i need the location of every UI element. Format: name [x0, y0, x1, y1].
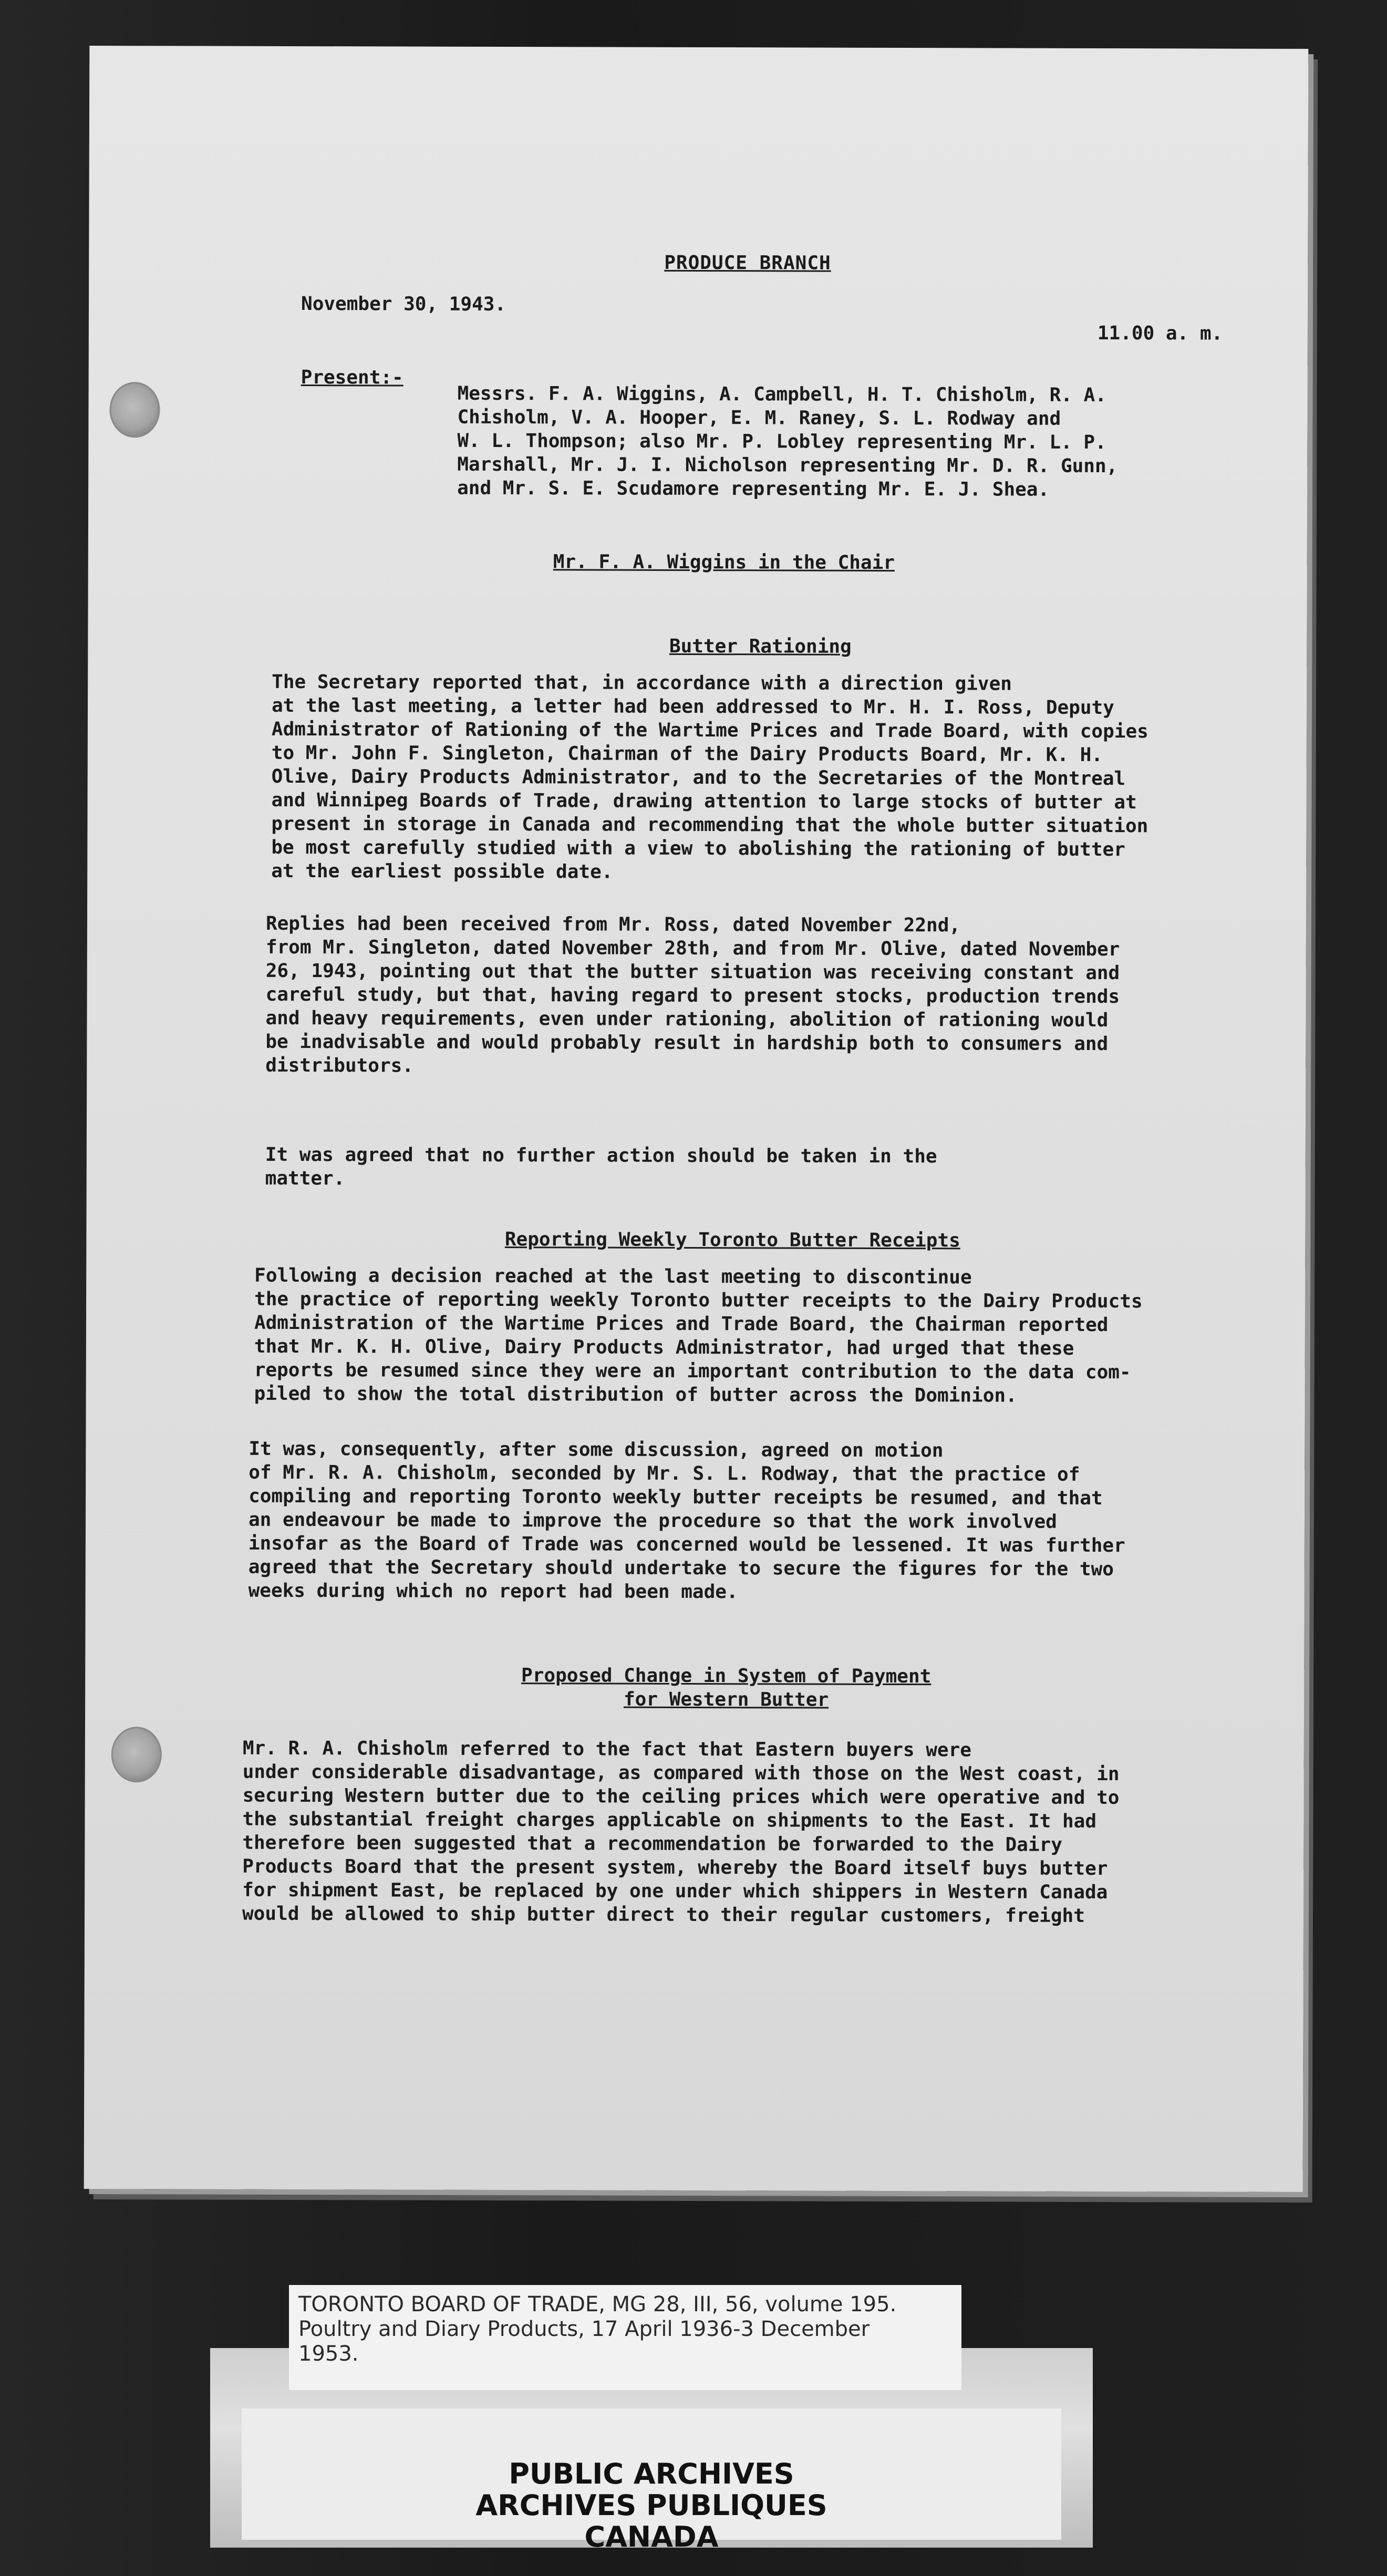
section-heading-weekly-receipts: Reporting Weekly Toronto Butter Receipts	[504, 1229, 960, 1252]
attendee-list: Messrs. F. A. Wiggins, A. Campbell, H. T. Chisholm, R. A. Chisholm, V. A. Hooper, E. M. Raney, S. L. Rodway and W. L. Thompson; also Mr. P. Lobley representing Mr. L. P. Marshall, Mr. J. I. Nicholson representing Mr. D. R. Gunn, and Mr. S. E. Scudamore representing Mr. E. J. Shea.	[457, 382, 1118, 501]
punch-hole-bottom	[111, 1727, 162, 1782]
meeting-date: November 30, 1943.	[301, 293, 506, 316]
archive-stamp-line-3: CANADA	[584, 2520, 719, 2553]
chair-line: Mr. F. A. Wiggins in the Chair	[553, 551, 895, 574]
archive-stamp	[210, 2458, 1093, 2553]
paragraph-western-butter: Mr. R. A. Chisholm referred to the fact that Eastern buyers were under considerable disadvantage, as compared with those on the West coast, in securing Western butter due to the ceiling prices which were operative and to the substantial freight charges applicable on shipments to the East. It had therefore been suggested that a recommendation be forwarded to the Dairy Products Board that the present system, whereby the Board itself buys butter for shipment East, be replaced by one under which shippers in Western Canada would be allowed to ship butter direct to their regular customers, freight	[242, 1737, 1120, 1927]
paragraph-rationing-letter: The Secretary reported that, in accordance with a direction given at the last meeting, a letter had been addressed to Mr. H. I. Ross, Deputy Administrator of Rationing of the Wartime Prices and Trade Board, with copies to Mr. John F. Singleton, Chairman of the Dairy Products Board, Mr. K. H. Olive, Dairy Products Administrator, and to the Secretaries of the Montreal and Winnipeg Boards of Trade, drawing attention to large stocks of butter at present in storage in Canada and recommending that the whole butter situation be most carefully studied with a view to abolishing the rationing of butter at the earliest possible date.	[271, 671, 1148, 883]
branch-title: PRODUCE BRANCH	[664, 252, 831, 274]
archive-stamp-line-1: PUBLIC ARCHIVES	[509, 2457, 794, 2490]
paragraph-receipts-motion: It was, consequently, after some discussion, agreed on motion of Mr. R. A. Chisholm, seconded by Mr. S. L. Rodway, that the practice of compiling and reporting Toronto weekly butter receipts be resumed, and that an endeavour be made to improve the procedure so that the work involved insofar as the Board of Trade was concerned would be lessened. It was further agreed that the Secretary should undertake to secure the figures for the two weeks during which no report had been made.	[248, 1438, 1125, 1603]
catalog-label: TORONTO BOARD OF TRADE, MG 28, III, 56, volume 195. Poultry and Diary Products, 17 April 1936-3 December 1953.	[289, 2285, 961, 2390]
punch-hole-top	[109, 382, 160, 438]
section-heading-western-butter: Proposed Change in System of Payment for Western Butter	[521, 1665, 931, 1711]
present-label: Present:-	[301, 367, 403, 389]
archive-stamp-line-2: ARCHIVES PUBLIQUES	[475, 2489, 827, 2522]
meeting-time: 11.00 a. m.	[1097, 322, 1223, 345]
archive-label-strip	[210, 2285, 1093, 2553]
paragraph-rationing-replies: Replies had been received from Mr. Ross, dated November 22nd, from Mr. Singleton, dated November 28th, and from Mr. Olive, dated November 26, 1943, pointing out that the butter situation was receiving constant and careful study, but that, having regard to present stocks, production trends and heavy requirements, even under rationing, abolition of rationing would be inadvisable and would probably result in hardship both to consumers and distributors.	[265, 912, 1120, 1077]
document-page	[84, 46, 1309, 2192]
paragraph-receipts-decision: Following a decision reached at the last meeting to discontinue the practice of reporting weekly Toronto butter receipts to the Dairy Products Administration of the Wartime Prices and Trade Board, the Chairman reported that Mr. K. H. Olive, Dairy Products Administrator, had urged that these reports be resumed since they were an important contribution to the data com- piled to show the total distribution of butter across the Dominion.	[254, 1264, 1143, 1407]
section-heading-butter-rationing: Butter Rationing	[669, 635, 852, 658]
paragraph-rationing-agreement: It was agreed that no further action should be taken in the matter.	[265, 1144, 937, 1190]
